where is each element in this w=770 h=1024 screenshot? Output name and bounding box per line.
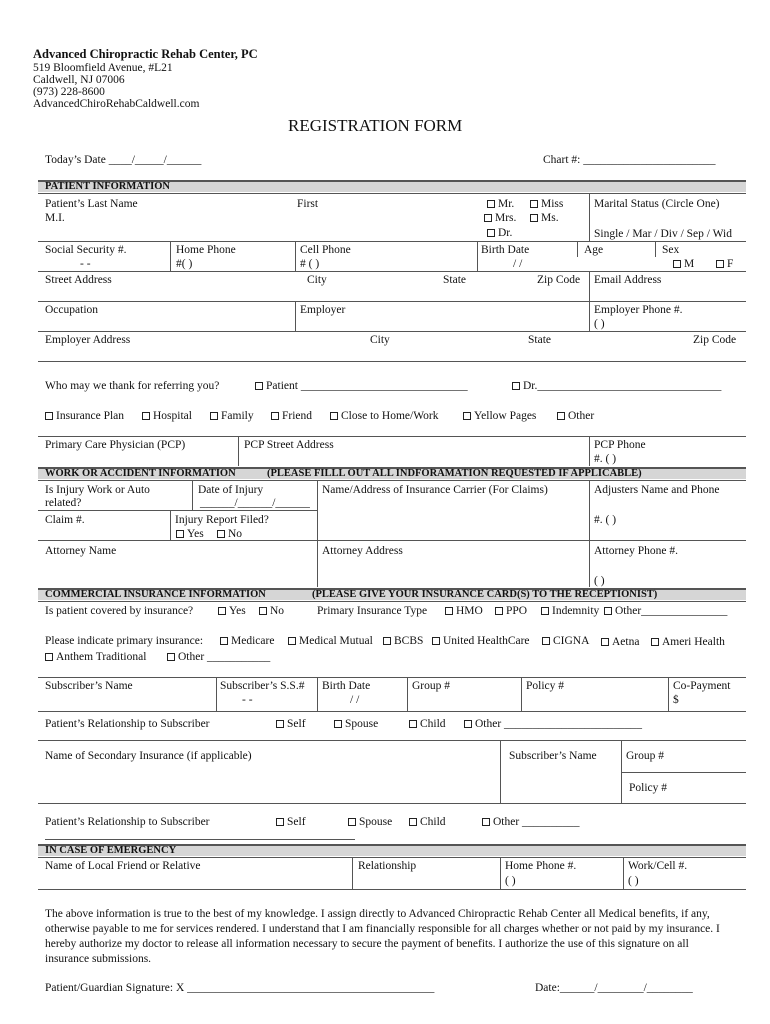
checkbox-icon[interactable] [217, 530, 225, 538]
family-label: Family [221, 410, 254, 422]
date-of-injury-field[interactable]: ______/______/______ [200, 497, 310, 509]
sex-label: Sex [662, 244, 680, 256]
cigna-label: CIGNA [553, 635, 590, 647]
attorney-phone-label: Attorney Phone #. [594, 545, 679, 557]
title-mrs-option[interactable] [484, 212, 516, 224]
title-ms-option[interactable] [530, 212, 559, 224]
referral-patient-label: Patient _____________________________ [266, 380, 468, 392]
spouse-label: Spouse [345, 718, 379, 730]
checkbox-icon[interactable] [334, 720, 342, 728]
secondary-child-option[interactable] [409, 816, 446, 828]
employer-phone-field[interactable]: ( ) [594, 318, 605, 330]
checkbox-icon[interactable] [409, 818, 417, 826]
checkbox-icon[interactable] [276, 818, 284, 826]
city-label: City [307, 274, 327, 286]
pcp-street-label: PCP Street Address [244, 439, 334, 451]
dr-label: Dr. [498, 227, 513, 239]
authorization-statement: The above information is true to the best of my knowledge. I assign directly to Advanced Chiropractic Rehab Center all Medical benefits, if any, otherwise payable to me for services rendered. I understand that I am financially responsible for all charges whether or not paid by my insurance. I hereby authorize my doctor to release all information necessary to secure the payment of benefits. I authorize the use of this signature on all insurance submissions. [45, 908, 720, 965]
checkbox-icon[interactable] [432, 637, 440, 645]
no-label: No [270, 605, 285, 617]
injury-report-label: Injury Report Filed? [175, 514, 269, 526]
checkbox-icon[interactable] [276, 720, 284, 728]
checkbox-icon[interactable] [651, 638, 659, 646]
mrs-label: Mrs. [495, 212, 517, 224]
relationship-self-option[interactable] [276, 718, 306, 730]
date-of-injury-label: Date of Injury [198, 484, 264, 496]
insurance-plan-label: Insurance Plan [56, 410, 125, 422]
emergency-home-phone-field[interactable]: ( ) [505, 875, 516, 887]
home-phone-field[interactable]: #( ) [176, 258, 193, 270]
commercial-section-note: (PLEASE GIVE YOUR INSURANCE CARD(S) TO THE RECEPTIONIST) [312, 589, 658, 600]
first-name-label: First [297, 198, 319, 210]
signature-field[interactable]: Patient/Guardian Signature: X ___________________________________________ [45, 982, 435, 994]
bcbs-option[interactable] [383, 635, 423, 647]
checkbox-icon[interactable] [330, 412, 338, 420]
checkbox-icon[interactable] [45, 653, 53, 661]
secondary-relationship-label: Patient’s Relationship to Subscriber [45, 816, 210, 828]
uhc-option[interactable] [432, 635, 530, 647]
report-no-option[interactable] [217, 528, 242, 540]
chart-number-field[interactable]: Chart #: _______________________ [543, 154, 716, 166]
marital-status-options[interactable]: Single / Mar / Div / Sep / Wid [594, 228, 732, 240]
title-dr-option[interactable] [487, 227, 512, 239]
checkbox-icon[interactable] [348, 818, 356, 826]
commercial-section-title: COMMERCIAL INSURANCE INFORMATION [45, 589, 266, 600]
referral-dr-option[interactable] [512, 380, 721, 392]
ppo-option[interactable] [495, 605, 527, 617]
referral-dr-label: Dr.________________________________ [523, 380, 722, 392]
relationship-child-option[interactable] [409, 718, 446, 730]
self-label: Self [287, 718, 306, 730]
aetna-label: Aetna [612, 636, 640, 648]
indemnity-option[interactable] [541, 605, 599, 617]
miss-label: Miss [541, 198, 564, 210]
referral-question: Who may we thank for referring you? [45, 380, 220, 392]
birth-date-label: Birth Date [481, 244, 530, 256]
ssn-label: Social Security #. [45, 244, 127, 256]
type-other-option[interactable] [604, 605, 727, 617]
checkbox-icon[interactable] [482, 818, 490, 826]
occupation-label: Occupation [45, 304, 99, 316]
referral-other-option[interactable] [557, 410, 594, 422]
medicare-label: Medicare [231, 635, 275, 647]
emergency-home-phone-label: Home Phone #. [505, 860, 577, 872]
checkbox-icon[interactable] [542, 637, 550, 645]
aetna-option[interactable] [601, 636, 639, 648]
other-label: Other [568, 410, 595, 422]
insurance-other-label: Other ___________ [178, 651, 271, 663]
report-yes-option[interactable] [176, 528, 204, 540]
secondary-spouse-option[interactable] [348, 816, 392, 828]
anthem-option[interactable] [45, 651, 146, 663]
employer-phone-label: Employer Phone #. [594, 304, 683, 316]
subscriber-policy-label: Policy # [526, 680, 565, 692]
cigna-option[interactable] [542, 635, 589, 647]
referral-patient-option[interactable] [255, 380, 468, 392]
checkbox-icon[interactable] [383, 637, 391, 645]
medical-mutual-option[interactable] [288, 635, 373, 647]
self-label: Self [287, 816, 306, 828]
type-other-label: Other_______________ [615, 605, 728, 617]
work-section-note: (PLEASE FILLL OUT ALL INDFORAMATION REQUESTED IF APPLICABLE) [267, 468, 642, 479]
checkbox-icon[interactable] [530, 200, 538, 208]
medical-mutual-label: Medical Mutual [299, 635, 373, 647]
hmo-option[interactable] [445, 605, 483, 617]
mi-label: M.I. [45, 212, 65, 224]
clinic-name: Advanced Chiropractic Rehab Center, PC [33, 47, 258, 61]
birth-date-field[interactable]: / / [513, 258, 523, 270]
ameri-health-label: Ameri Health [662, 636, 725, 648]
injury-related-label: related? [45, 497, 82, 509]
attorney-name-label: Attorney Name [45, 545, 117, 557]
checkbox-icon[interactable] [673, 260, 681, 268]
referral-family-option[interactable] [210, 410, 254, 422]
checkbox-icon[interactable] [495, 607, 503, 615]
pcp-label: Primary Care Physician (PCP) [45, 439, 186, 451]
adjusters-label: Adjusters Name and Phone [594, 484, 720, 496]
todays-date-field[interactable]: Today’s Date ____/_____/______ [45, 154, 202, 166]
zip-label: Zip Code [537, 274, 581, 286]
copay-field[interactable]: $ [673, 694, 679, 706]
spouse-label: Spouse [359, 816, 393, 828]
checkbox-icon[interactable] [218, 607, 226, 615]
attorney-address-label: Attorney Address [322, 545, 403, 557]
patient-section-title: PATIENT INFORMATION [45, 181, 170, 192]
ssn-field[interactable]: - - [80, 258, 91, 270]
secondary-insurance-label: Name of Secondary Insurance (if applicable) [45, 750, 252, 762]
checkbox-icon[interactable] [255, 382, 263, 390]
covered-question: Is patient covered by insurance? [45, 605, 194, 617]
secondary-other-option[interactable] [482, 816, 580, 828]
yes-label: Yes [187, 528, 204, 540]
checkbox-icon[interactable] [288, 637, 296, 645]
checkbox-icon[interactable] [484, 214, 492, 222]
checkbox-icon[interactable] [604, 607, 612, 615]
employer-address-label: Employer Address [45, 334, 131, 346]
subscriber-ss-label: Subscriber’s S.S.# [220, 680, 305, 692]
secondary-subscriber-label: Subscriber’s Name [509, 750, 597, 762]
relationship-spouse-option[interactable] [334, 718, 378, 730]
employer-city-label: City [370, 334, 390, 346]
checkbox-icon[interactable] [487, 229, 495, 237]
subscriber-ss-field[interactable]: - - [242, 694, 253, 706]
bcbs-label: BCBS [394, 635, 424, 647]
hmo-label: HMO [456, 605, 483, 617]
child-label: Child [420, 816, 446, 828]
cell-phone-label: Cell Phone [300, 244, 351, 256]
checkbox-icon[interactable] [716, 260, 724, 268]
checkbox-icon[interactable] [409, 720, 417, 728]
subscriber-group-label: Group # [412, 680, 451, 692]
email-label: Email Address [594, 274, 662, 286]
claim-number-label: Claim #. [45, 514, 85, 526]
last-name-label: Patient’s Last Name [45, 198, 138, 210]
pcp-phone-field[interactable]: #. ( ) [594, 453, 617, 465]
checkbox-icon[interactable] [530, 214, 538, 222]
insurance-carrier-label: Name/Address of Insurance Carrier (For Claims) [322, 484, 548, 496]
employer-state-label: State [528, 334, 551, 346]
yes-label: Yes [229, 605, 246, 617]
secondary-self-option[interactable] [276, 816, 306, 828]
checkbox-icon[interactable] [271, 412, 279, 420]
employer-zip-label: Zip Code [693, 334, 737, 346]
form-title: REGISTRATION FORM [288, 116, 463, 135]
checkbox-icon[interactable] [463, 412, 471, 420]
f-label: F [727, 258, 734, 270]
relationship-other-option[interactable] [464, 718, 642, 730]
checkbox-icon[interactable] [541, 607, 549, 615]
emergency-work-phone-field[interactable]: ( ) [628, 875, 639, 887]
state-label: State [443, 274, 466, 286]
checkbox-icon[interactable] [210, 412, 218, 420]
clinic-phone: (973) 228-8600 [33, 86, 105, 98]
indicate-insurance-label: Please indicate primary insurance: [45, 635, 204, 647]
work-section-title: WORK OR ACCIDENT INFORMATION [45, 468, 236, 479]
uhc-label: United HealthCare [443, 635, 530, 647]
no-label: No [228, 528, 243, 540]
medicare-option[interactable] [220, 635, 274, 647]
copay-label: Co-Payment [673, 680, 731, 692]
marital-status-label: Marital Status (Circle One) [594, 198, 720, 210]
emergency-relationship-label: Relationship [358, 860, 417, 872]
covered-no-option[interactable] [259, 605, 284, 617]
title-miss-option[interactable] [530, 198, 563, 210]
checkbox-icon[interactable] [601, 638, 609, 646]
subscriber-birth-label: Birth Date [322, 680, 371, 692]
yellow-label: Yellow Pages [474, 410, 537, 422]
secondary-other-label: Other __________ [493, 816, 580, 828]
pcp-phone-label: PCP Phone [594, 439, 646, 451]
street-address-label: Street Address [45, 274, 112, 286]
subscriber-name-label: Subscriber’s Name [45, 680, 133, 692]
checkbox-icon[interactable] [445, 607, 453, 615]
insurance-other-option[interactable] [167, 651, 270, 663]
home-phone-label: Home Phone [176, 244, 236, 256]
referral-friend-option[interactable] [271, 410, 312, 422]
checkbox-icon[interactable] [487, 200, 495, 208]
relationship-label: Patient’s Relationship to Subscriber [45, 718, 210, 730]
relationship-other-label: Other ________________________ [475, 718, 643, 730]
referral-insurance-option[interactable] [45, 410, 124, 422]
primary-type-label: Primary Insurance Type [317, 605, 428, 617]
checkbox-icon[interactable] [45, 412, 53, 420]
emergency-work-phone-label: Work/Cell #. [628, 860, 688, 872]
covered-yes-option[interactable] [218, 605, 246, 617]
checkbox-icon[interactable] [176, 530, 184, 538]
clinic-address2: Caldwell, NJ 07006 [33, 74, 125, 86]
secondary-policy-label: Policy # [629, 782, 668, 794]
emergency-name-label: Name of Local Friend or Relative [45, 860, 201, 872]
ms-label: Ms. [541, 212, 559, 224]
checkbox-icon[interactable] [259, 607, 267, 615]
hospital-label: Hospital [153, 410, 192, 422]
employer-label: Employer [300, 304, 346, 316]
referral-hospital-option[interactable] [142, 410, 192, 422]
checkbox-icon[interactable] [167, 653, 175, 661]
subscriber-birth-field[interactable]: / / [350, 694, 360, 706]
age-label: Age [584, 244, 604, 256]
checkbox-icon[interactable] [557, 412, 565, 420]
referral-close-option[interactable] [330, 410, 438, 422]
indemnity-label: Indemnity [552, 605, 600, 617]
friend-label: Friend [282, 410, 313, 422]
cell-phone-field[interactable]: # ( ) [300, 258, 320, 270]
injury-work-auto-label: Is Injury Work or Auto [45, 484, 150, 496]
mr-label: Mr. [498, 198, 515, 210]
signature-date-field[interactable]: Date:______/________/________ [535, 982, 693, 994]
clinic-website: AdvancedChiroRehabCaldwell.com [33, 98, 200, 110]
close-label: Close to Home/Work [341, 410, 439, 422]
ppo-label: PPO [506, 605, 528, 617]
checkbox-icon[interactable] [142, 412, 150, 420]
adjusters-phone-field[interactable]: #. ( ) [594, 514, 617, 526]
checkbox-icon[interactable] [512, 382, 520, 390]
secondary-group-label: Group # [626, 750, 665, 762]
checkbox-icon[interactable] [464, 720, 472, 728]
clinic-address1: 519 Bloomfield Avenue, #L21 [33, 62, 173, 74]
child-label: Child [420, 718, 446, 730]
emergency-section-title: IN CASE OF EMERGENCY [45, 845, 177, 856]
referral-yellow-option[interactable] [463, 410, 536, 422]
attorney-phone-field[interactable]: ( ) [594, 575, 605, 587]
m-label: M [684, 258, 695, 270]
anthem-label: Anthem Traditional [56, 651, 147, 663]
title-mr-option[interactable] [487, 198, 514, 210]
sex-f-option[interactable] [716, 258, 733, 270]
ameri-health-option[interactable] [651, 636, 725, 648]
checkbox-icon[interactable] [220, 637, 228, 645]
sex-m-option[interactable] [673, 258, 694, 270]
